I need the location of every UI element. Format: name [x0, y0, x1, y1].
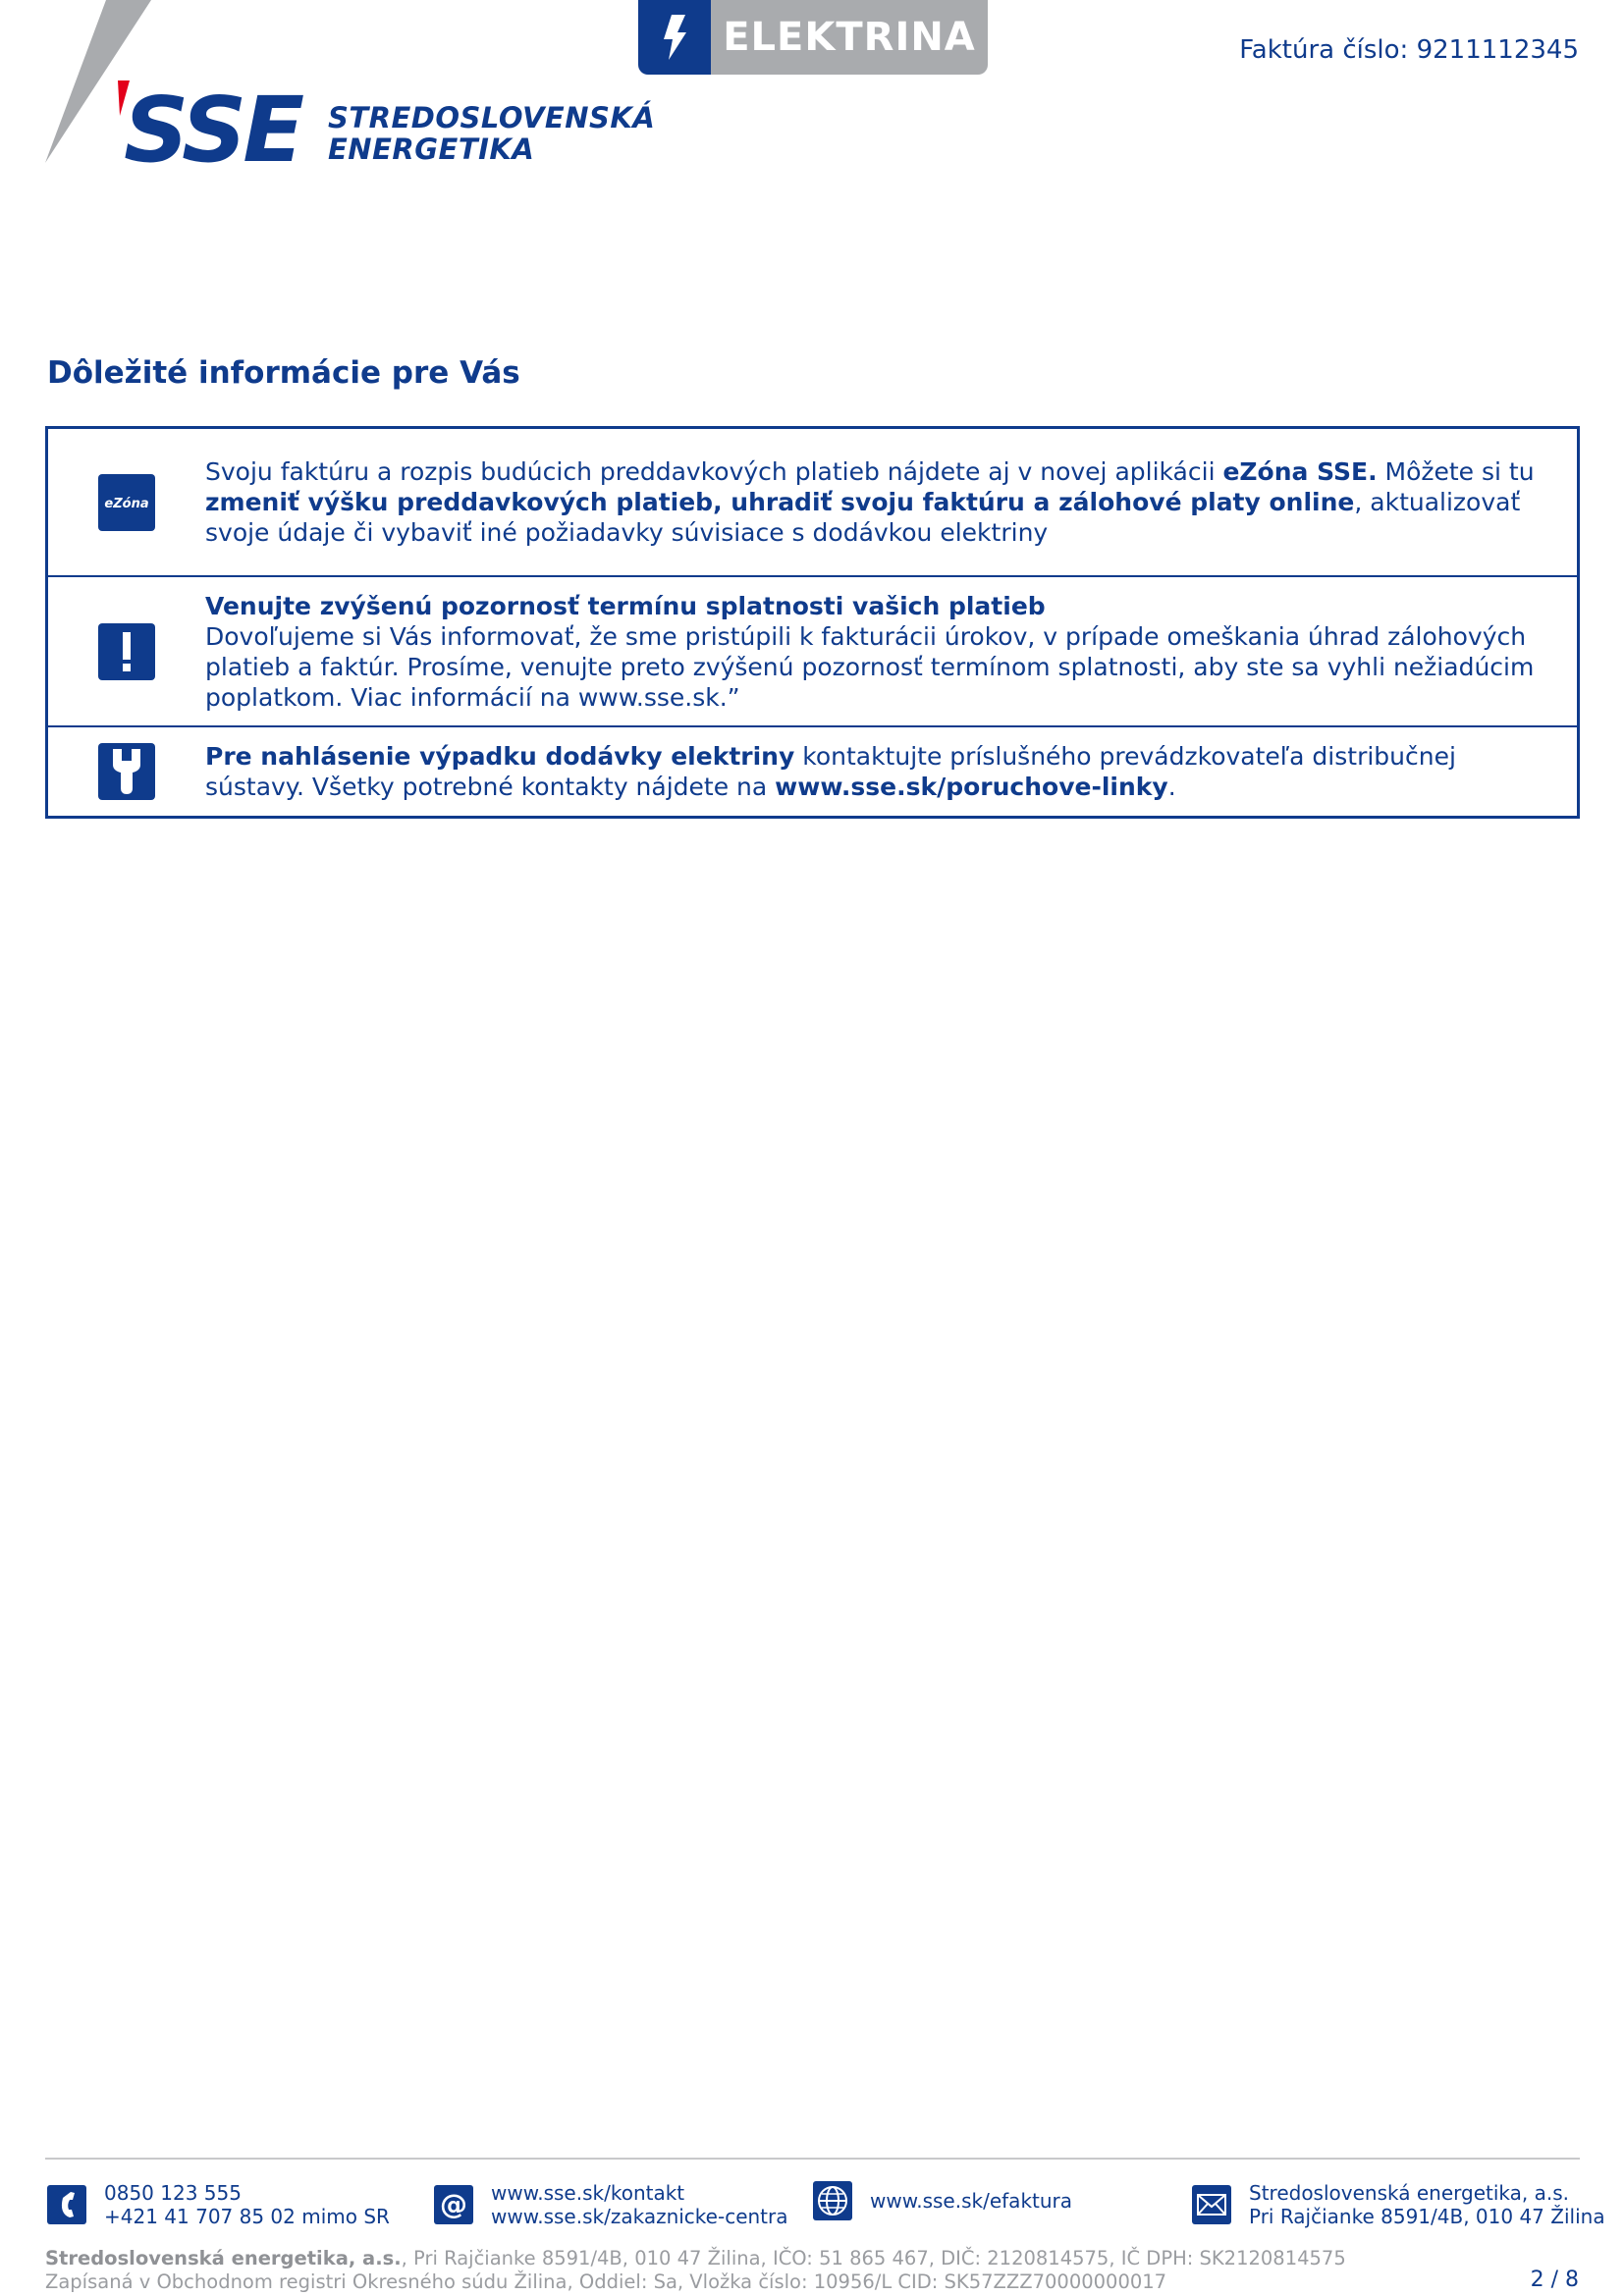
info-box — [45, 426, 1580, 819]
ezona-icon — [98, 474, 155, 531]
logo-letters: SSE — [124, 78, 301, 165]
due-date-body: Dovoľujeme si Vás informovať, že sme pristúpili k fakturácii úrokov, v prípade omeškania úhrad zálohových platieb a faktúr. Prosíme, venujte preto zvýšenú pozornosť termínom splatnosti, aby ste sa vyhli nežiadúcim poplatkom. Viac informácií na www.sse.sk.” — [205, 621, 1535, 712]
footer-efaktura — [813, 2181, 1072, 2220]
tab-label: ELEKTRINA — [711, 0, 988, 75]
outage-link[interactable]: www.sse.sk/poruchove-linky — [775, 773, 1168, 801]
page-number: 2 / 8 — [1530, 2268, 1579, 2292]
outage-text: Pre nahlásenie výpadku dodávky elektriny kontaktujte príslušného prevádzkovateľa distribučnej sústavy. Všetky potrebné kontakty nájdete na www.sse.sk/poruchove-linky. — [205, 742, 1456, 801]
globe-icon — [813, 2181, 852, 2220]
ezona-icon-text: eZóna — [104, 496, 149, 511]
customer-centers-link[interactable]: www.sse.sk/zakaznicke-centra — [491, 2205, 788, 2228]
phone-icon — [47, 2185, 86, 2224]
brand-line-1: STREDOSLOVENSKÁ — [328, 101, 656, 134]
brand-line-2: ENERGETIKA — [328, 133, 535, 166]
commodity-tab — [638, 0, 988, 75]
exclamation-icon — [98, 623, 155, 680]
footer-phone: 0850 123 555 +421 41 707 85 02 mimo SR — [47, 2181, 390, 2228]
section-title: Dôležité informácie pre Vás — [47, 355, 520, 391]
svg-text:@: @ — [440, 2189, 467, 2220]
due-date-text — [205, 579, 1577, 724]
footer-address: Stredoslovenská energetika, a.s. Pri Rajčianke 8591/4B, 010 47 Žilina — [1192, 2181, 1605, 2228]
ezona-text: Svoju faktúru a rozpis budúcich preddavkových platieb nájdete aj v novej aplikácii eZóna SSE. Môžete si tu zmeniť výšku preddavkových platieb, uhradiť svoju faktúru a zálohové platy online, aktualizovať svoje údaje či vybaviť iné požiadavky súvisiace s dodávkou elektriny — [205, 457, 1535, 547]
at-sign-icon — [434, 2185, 473, 2224]
brand-name — [328, 102, 655, 165]
info-row-ezona — [48, 429, 1577, 577]
efaktura-link[interactable]: www.sse.sk/efaktura — [870, 2189, 1073, 2213]
due-date-heading: Venujte zvýšenú pozornosť termínu splatnosti vašich platieb — [205, 591, 1046, 620]
invoice-number: Faktúra číslo: 9211112345 — [1239, 35, 1579, 65]
info-row-due-date — [48, 577, 1577, 727]
lightning-icon — [638, 0, 711, 75]
info-row-outage — [48, 727, 1577, 816]
legal-info: Stredoslovenská energetika, a.s., Pri Rajčianke 8591/4B, 010 47 Žilina, IČO: 51 865 467, DIČ: 2120814575, IČ DPH: SK2120814575 Zapísaná v Obchodnom registri Okresného súdu Žilina, Oddiel: Sa, Vložka číslo: 10956/L CID: SK57ZZZ70000000017 — [45, 2247, 1346, 2293]
footer-divider — [45, 2158, 1580, 2160]
contact-link[interactable]: www.sse.sk/kontakt — [491, 2181, 685, 2205]
wrench-icon — [98, 743, 155, 800]
footer-contact-web — [434, 2181, 788, 2228]
sse-logo — [110, 77, 326, 165]
ezona-app-name: eZóna SSE. — [1222, 457, 1378, 486]
envelope-icon — [1192, 2185, 1231, 2224]
